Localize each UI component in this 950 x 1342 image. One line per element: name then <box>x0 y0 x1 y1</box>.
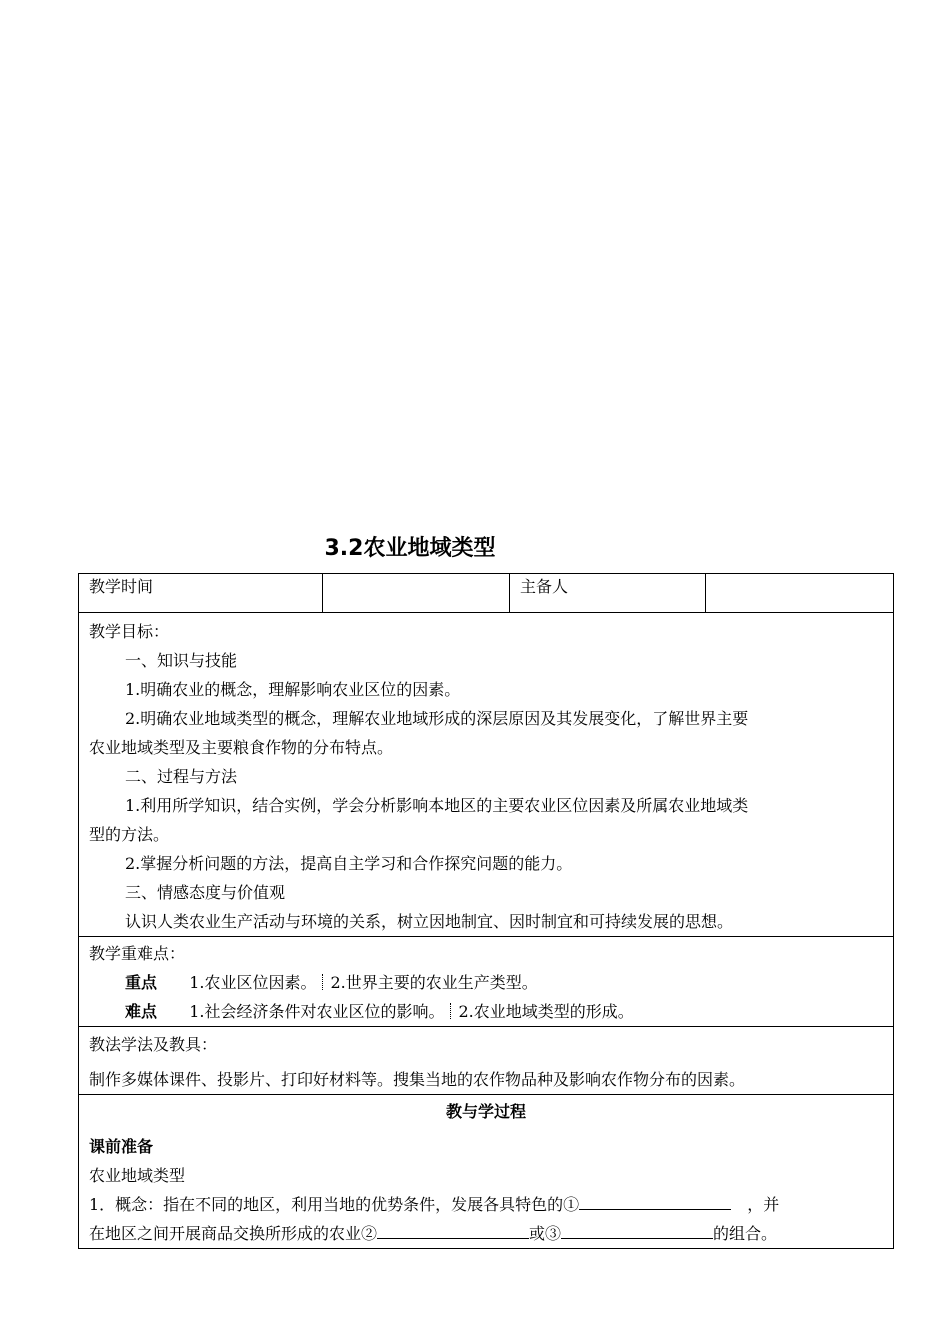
teach-time-value <box>323 574 510 613</box>
difficulty-2: 2.农业地域类型的形成。 <box>458 1002 634 1021</box>
preparer-value <box>706 574 894 613</box>
methods-text: 制作多媒体课件、投影片、打印好材料等。搜集当地的农作物品种及影响农作物分布的因素。 <box>89 1070 746 1089</box>
objective-item: 2.明确农业地域类型的概念，理解农业地域形成的深层原因及其发展变化，了解世界主要 <box>125 709 749 728</box>
prep-title: 课前准备 <box>89 1137 154 1156</box>
objectives-heading: 教学目标： <box>89 622 170 641</box>
preparer-label: 主备人 <box>510 574 706 613</box>
process-heading: 教与学过程 <box>445 1102 526 1121</box>
objective-item-continued: 农业地域类型及主要粮食作物的分布特点。 <box>89 738 394 757</box>
fill-blank-2[interactable] <box>377 1220 529 1239</box>
header-row <box>79 574 894 613</box>
concept-text: 1．概念：指在不同的地区，利用当地的优势条件，发展各具特色的① <box>89 1195 580 1214</box>
methods-heading: 教法学法及教具： <box>89 1035 218 1054</box>
difficulty-line <box>89 997 883 1026</box>
key-point-line <box>89 968 883 997</box>
objective-item: 1.明确农业的概念，理解影响农业区位的因素。 <box>125 680 461 699</box>
objective-item: 认识人类农业生产活动与环境的关系，树立因地制宜、因时制宜和可持续发展的思想。 <box>125 912 734 931</box>
lesson-plan-table <box>78 573 894 1249</box>
concept-text: 的组合。 <box>713 1224 778 1243</box>
page-title: 3.2农业地域类型 <box>324 536 496 561</box>
concept-text: 在地区之间开展商品交换所形成的农业② <box>89 1224 378 1243</box>
objective-section-1-title: 一、知识与技能 <box>125 651 238 670</box>
key-point-1: 1.农业区位因素。 <box>189 973 317 992</box>
key-point-label: 重点 <box>125 973 158 992</box>
key-point-2: 2.世界主要的农业生产类型。 <box>330 973 538 992</box>
dotted-divider <box>450 1003 452 1019</box>
concept-text-end: ，并 <box>747 1195 780 1214</box>
process-row <box>79 1095 894 1249</box>
fill-blank-1[interactable] <box>579 1191 731 1210</box>
concept-line-1 <box>89 1190 883 1219</box>
objective-section-2-title: 二、过程与方法 <box>125 767 238 786</box>
difficulty-1: 1.社会经济条件对农业区位的影响。 <box>189 1002 445 1021</box>
concept-line-2 <box>89 1219 883 1248</box>
key-points-row <box>79 937 894 1027</box>
key-points-heading: 教学重难点： <box>89 944 186 963</box>
fill-blank-3[interactable] <box>561 1220 713 1239</box>
concept-text: 或③ <box>529 1224 562 1243</box>
topic-title: 农业地域类型 <box>89 1166 186 1185</box>
objective-item: 1.利用所学知识，结合实例，学会分析影响本地区的主要农业区位因素及所属农业地域类 <box>125 796 749 815</box>
objective-item-continued: 型的方法。 <box>89 825 170 844</box>
objectives-row <box>79 613 894 937</box>
objective-item: 2.掌握分析问题的方法，提高自主学习和合作探究问题的能力。 <box>125 854 573 873</box>
dotted-divider <box>322 974 324 990</box>
teach-time-label: 教学时间 <box>79 574 323 613</box>
difficulty-label: 难点 <box>125 1002 158 1021</box>
methods-row <box>79 1027 894 1095</box>
objective-section-3-title: 三、情感态度与价值观 <box>125 883 286 902</box>
